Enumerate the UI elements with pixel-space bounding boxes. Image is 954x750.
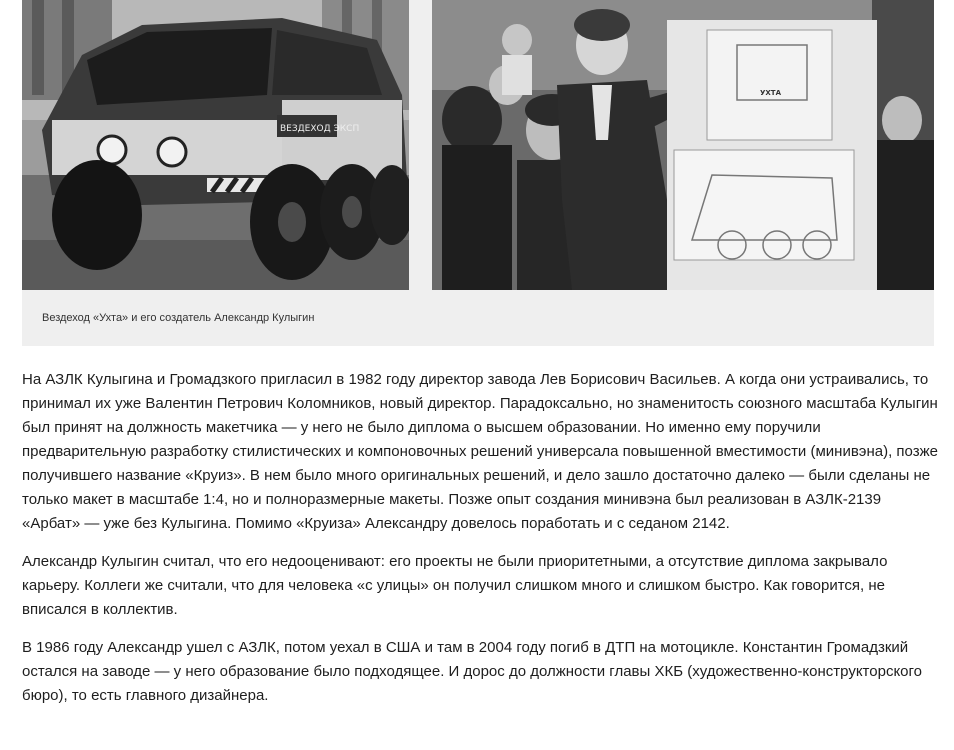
designer-presentation-illustration bbox=[432, 0, 934, 290]
paragraph-1: На АЗЛК Кулыгина и Громадзкого пригласил в 1982 году директор завода Лев Борисович Васильев. А когда они устраивались, то принимал их уже Валентин Петрович Коломников, новый директор. Парадоксально, но знаменитость союзного масштаба Кулыгин был принят на должность макетчика — у него не было диплома о высшем образовании. Но именно ему поручили предварительную разработку стилистических и компоновочных решений универсала повышенной вместимости (минивэна), позже получившего название «Круиз». В нем было много оригинальных решений, и дело зашло достаточно далеко — были сделаны не только макет в масштабе 1:4, но и полноразмерные макеты. Позже опыт создания минивэна был реализован в АЗЛК-2139 «Арбат» — уже без Кулыгина. Помимо «Круиза» Александру довелось поработать и с седаном 2142. bbox=[22, 371, 938, 532]
article-body bbox=[22, 368, 938, 722]
vehicle-photo bbox=[22, 0, 409, 290]
paragraph-3: В 1986 году Александр ушел с АЗЛК, потом уехал в США и там в 2004 году погиб в ДТП на мотоцикле. Константин Громадзкий остался на заводе — у него образование было подходящее. И дорос до должности главы ХКБ (художественно-конструкторского бюро), то есть главного дизайнера. bbox=[22, 639, 922, 704]
photo-figure bbox=[22, 0, 934, 346]
photo-caption: Вездеход «Ухта» и его создатель Александр Кулыгин bbox=[42, 312, 315, 324]
vehicle-placard-text: ВЕЗДЕХОД ЭКСП bbox=[280, 124, 360, 134]
paragraph-2: Александр Кулыгин считал, что его недооценивают: его проекты не были приоритетными, а отсутствие диплома закрывало карьеру. Коллеги же считали, что для человека «с улицы» он получил слишком много и слишком быстро. Как говорится, не вписался в коллектив. bbox=[22, 553, 888, 618]
drawing-label-text: УХТА bbox=[760, 89, 781, 97]
vehicle-photo-illustration bbox=[22, 0, 409, 290]
designer-presentation-photo bbox=[432, 0, 934, 290]
